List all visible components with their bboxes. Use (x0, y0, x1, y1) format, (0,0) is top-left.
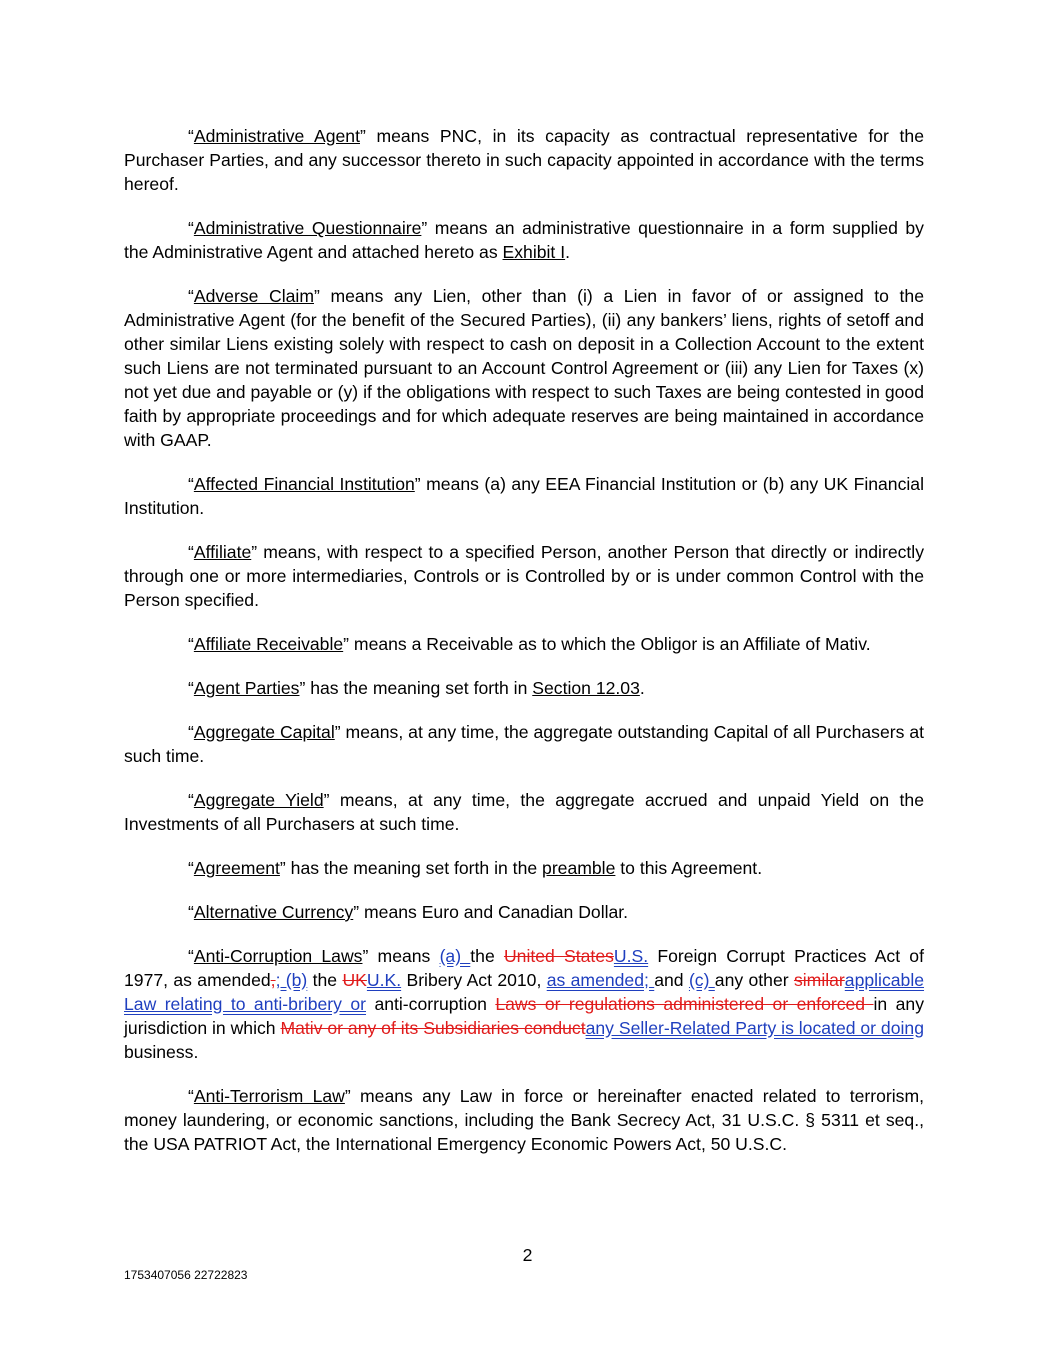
cross-reference-link[interactable]: preamble (542, 858, 616, 878)
insertion-mark: applicable Law relating to anti-bribery or (124, 970, 925, 1014)
document-body (124, 124, 924, 1176)
text-segment: ” means (362, 946, 440, 966)
defined-term: Administrative Questionnaire (193, 218, 422, 238)
definition-affiliate: “Affiliate” means, with respect to a specified Person, another Person that directly or indirectly through one or more intermediaries, Controls or is Controlled by or is under common Control with the Person specified. (124, 542, 924, 610)
deletion-mark: , (270, 970, 276, 990)
insertion-mark: U.S. (613, 946, 649, 966)
definition-administrative-questionnaire: “Administrative Questionnaire” means an administrative questionnaire in a form supplied by the Administrative Agent and attached hereto as Exhibit I. (124, 218, 924, 262)
definition-text: ” means Euro and Canadian Dollar. (353, 902, 629, 922)
definition-text: ” means PNC, in its capacity as contractual representative for the Purchaser Parties, and any successor thereto in such capacity appointed in accordance with the terms hereof. (124, 126, 924, 194)
definition-affiliate-receivable: “Affiliate Receivable” means a Receivable as to which the Obligor is an Affiliate of Mativ. (188, 634, 871, 654)
text-segment: the (470, 946, 504, 966)
definition-anti-corruption-laws: “Anti-Corruption Laws” means (a) the United StatesU.S. Foreign Corrupt Practices Act of 1977, as amended,; (b) the UKU.K. Bribery Act 2010, as amended; and (c) any other similarapplicable Law relating to anti-bribery or anti-corruption Laws or regulations administered or enforced in any jurisdiction in which Mativ or any of its Subsidiaries conductany Seller-Related Party is located or doing business. (124, 946, 925, 1062)
definition-agreement: “Agreement” has the meaning set forth in the preamble to this Agreement. (188, 858, 763, 878)
text-segment: anti-corruption (366, 994, 496, 1014)
definition-text: ” means, at any time, the aggregate outstanding Capital of all Purchasers at such time. (124, 722, 924, 766)
definition-text: ” has the meaning set forth in the (279, 858, 543, 878)
definition-adverse-claim: “Adverse Claim” means any Lien, other than (i) a Lien in favor of or assigned to the Administrative Agent (for the benefit of the Secured Parties), (ii) any bankers’ liens, rights of setoff and other similar Liens existing solely with respect to cash on deposit in a Collection Account to the extent such Liens are not terminated pursuant to an Account Control Agreement or (iii) any Lien for Taxes (x) not yet due and payable or (y) if the obligations with respect to such Taxes are being contested in good faith by appropriate proceedings and for which adequate reserves are being maintained in accordance with GAAP. (124, 286, 924, 450)
text-segment: the (307, 970, 343, 990)
text-segment: and (654, 970, 689, 990)
defined-term: Affiliate (193, 542, 252, 562)
definition-text-end: . (639, 678, 645, 698)
definition-text: ” means an administrative questionnaire in a form supplied by the Administrative Agent and attached hereto as (124, 218, 924, 262)
defined-term: Affiliate Receivable (193, 634, 344, 654)
definition-aggregate-yield: “Aggregate Yield” means, at any time, the aggregate accrued and unpaid Yield on the Investments of all Purchasers at such time. (124, 790, 924, 834)
defined-term: Adverse Claim (193, 286, 314, 306)
definition-aggregate-capital: “Aggregate Capital” means, at any time, the aggregate outstanding Capital of all Purchasers at such time. (124, 722, 924, 766)
definition-text: ” means, with respect to a specified Person, another Person that directly or indirectly through one or more intermediaries, Controls or is Controlled by or is under common Control with the Person specified. (124, 542, 924, 610)
defined-term: Aggregate Capital (193, 722, 335, 742)
defined-term: Affected Financial Institution (193, 474, 415, 494)
insertion-mark: any Seller-Related Party is located or doing (585, 1018, 924, 1038)
deletion-mark: UK (342, 970, 367, 990)
text-segment: Bribery Act 2010, (401, 970, 547, 990)
insertion-mark: as amended; (546, 970, 655, 990)
insertion-mark: (a) (439, 946, 471, 966)
definition-text: ” means, at any time, the aggregate accrued and unpaid Yield on the Investments of all Purchasers at such time. (124, 790, 924, 834)
deletion-mark: United States (503, 946, 614, 966)
definition-text-end: . (565, 242, 570, 262)
insertion-mark: U.K. (366, 970, 402, 990)
defined-term: Anti-Terrorism Law (193, 1086, 345, 1106)
defined-term: Administrative Agent (193, 126, 360, 146)
definition-text: ” has the meaning set forth in (299, 678, 533, 698)
defined-term: Alternative Currency (193, 902, 354, 922)
defined-term: Anti-Corruption Laws (193, 946, 363, 966)
definition-text: ” means any Law in force or hereinafter enacted related to terrorism, money laundering, or economic sanctions, including the Bank Secrecy Act, 31 U.S.C. § 5311 et seq., the USA PATRIOT Act, the International Emergency Economic Powers Act, 50 U.S.C. (124, 1086, 925, 1154)
definition-alternative-currency: “Alternative Currency” means Euro and Canadian Dollar. (188, 902, 629, 922)
definition-text: ” means any Lien, other than (i) a Lien in favor of or assigned to the Administrative Agent (for the benefit of the Secured Parties), (ii) any bankers’ liens, rights of setoff and other similar Liens existing solely with respect to cash on deposit in a Collection Account to the extent such Liens are not terminated pursuant to an Account Control Agreement or (iii) any Lien for Taxes (x) not yet due and payable or (y) if the obligations with respect to such Taxes are being contested in good faith by appropriate proceedings and for which adequate reserves are being maintained in accordance with GAAP. (124, 286, 924, 450)
deletion-mark: Mativ or any of its Subsidiaries conduct (280, 1018, 586, 1038)
definition-text: ” means (a) any EEA Financial Institution or (b) any UK Financial Institution. (124, 474, 924, 518)
definition-administrative-agent: “Administrative Agent” means PNC, in its capacity as contractual representative for the Purchaser Parties, and any successor thereto in such capacity appointed in accordance with the terms hereof. (124, 126, 924, 194)
definition-affected-financial-institution: “Affected Financial Institution” means (a) any EEA Financial Institution or (b) any UK Financial Institution. (124, 474, 924, 518)
deletion-mark: Laws or regulations administered or enforced (495, 994, 874, 1014)
insertion-mark: ; (b) (275, 970, 308, 990)
cross-reference-link[interactable]: Section 12.03 (532, 678, 640, 698)
definition-text-end: to this Agreement. (615, 858, 763, 878)
text-segment: in any jurisdiction in which (124, 994, 925, 1038)
defined-term: Aggregate Yield (193, 790, 324, 810)
text-segment: business. (124, 1042, 199, 1062)
text-segment: any other (714, 970, 794, 990)
cross-reference-link[interactable]: Exhibit I (502, 242, 566, 262)
definition-agent-parties: “Agent Parties” has the meaning set forth in Section 12.03. (188, 678, 645, 698)
text-segment: Foreign Corrupt Practices Act of 1977, as amended (124, 946, 924, 990)
document-id: 1753407056 22722823 (124, 1268, 248, 1282)
defined-term: Agreement (193, 858, 280, 878)
deletion-mark: similar (793, 970, 845, 990)
insertion-mark: (c) (688, 970, 715, 990)
definition-anti-terrorism-law: “Anti-Terrorism Law” means any Law in force or hereinafter enacted related to terrorism, money laundering, or economic sanctions, including the Bank Secrecy Act, 31 U.S.C. § 5311 et seq., the USA PATRIOT Act, the International Emergency Economic Powers Act, 50 U.S.C. (124, 1086, 925, 1154)
definition-text: ” means a Receivable as to which the Obligor is an Affiliate of Mativ. (343, 634, 871, 654)
page-number: 2 (522, 1245, 533, 1265)
defined-term: Agent Parties (193, 678, 300, 698)
